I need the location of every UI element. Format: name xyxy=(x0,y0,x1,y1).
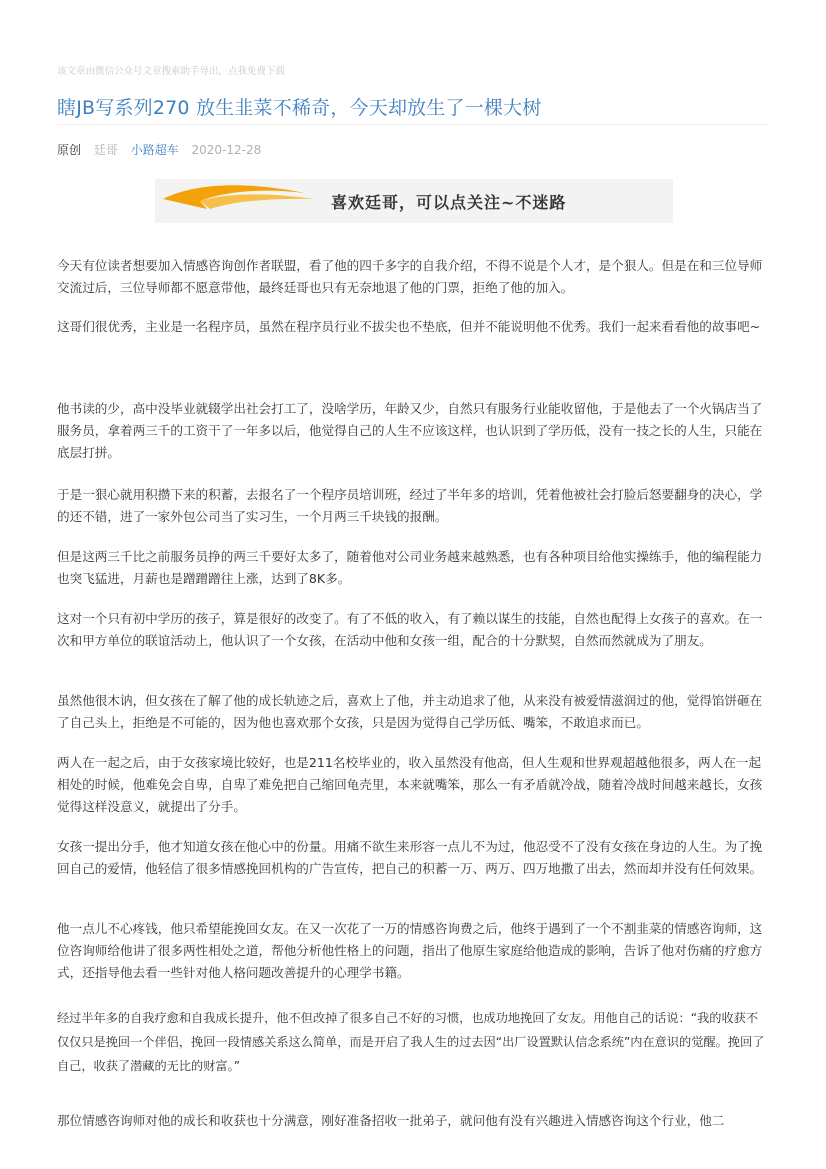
paragraph-11: 经过半年多的自我疗愈和自我成长提升，他不但改掉了很多自己不好的习惯，也成功地挽回了女友。用他自己的话说：“我的收获不仅仅只是挽回一个伴侣，挽回一段情感关系这么简单，而是开启了我人生的过去因“出厂设置默认信念系统”内在意识的觉醒。挽回了自己，收获了潜藏的无比的财富。” xyxy=(57,1011,765,1073)
paragraph-8: 两人在一起之后，由于女孩家境比较好，也是211名校毕业的，收入虽然没有他高，但人生观和世界观超越他很多，两人在一起相处的时候，他难免会自卑，自卑了难免把自己缩回龟壳里，本来就嘴笨，那么一有矛盾就冷战，随着冷战时间越来越长，女孩觉得这样没意义，就提出了分手。 xyxy=(57,755,763,814)
paragraph-3: 他书读的少，高中没毕业就辍学出社会打工了，没啥学历，年龄又少，自然只有服务行业能收留他，于是他去了一个火锅店当了服务员，拿着两三千的工资干了一年多以后，他觉得自己的人生不应该这样，也认识到了学历低，没有一技之长的人生，只能在底层打拼。 xyxy=(57,401,763,460)
title-divider xyxy=(57,124,769,125)
paragraph-12: 那位情感咨询师对他的成长和收获也十分满意，刚好准备招收一批弟子，就问他有没有兴趣进入情感咨询这个行业，他二 xyxy=(57,1113,725,1128)
banner-text: 喜欢廷哥，可以点关注~不迷路 xyxy=(331,193,567,212)
arrow-swoosh-icon xyxy=(155,179,335,223)
export-notice-link[interactable]: 该文章由微信公众号文章搜索助手导出，点我免费下载 xyxy=(57,66,286,77)
paragraph-9: 女孩一提出分手，他才知道女孩在他心中的份量。用痛不欲生来形容一点儿不为过，他忍受不了没有女孩在身边的人生。为了挽回自己的爱情，他轻信了很多情感挽回机构的广告宣传，把自己的积蓄一万、两万、四万地撒了出去，然而却并没有任何效果。 xyxy=(57,839,763,876)
paragraph-1: 今天有位读者想要加入情感咨询创作者联盟，看了他的四千多字的自我介绍，不得不说是个人才，是个狠人。但是在和三位导师交流过后，三位导师都不愿意带他，最终廷哥也只有无奈地退了他的门票，拒绝了他的加入。 xyxy=(57,258,763,295)
account-link[interactable]: 小路超车 xyxy=(130,143,179,157)
paragraph-5: 但是这两三千比之前服务员挣的两三千要好太多了，随着他对公司业务越来越熟悉，也有各种项目给他实操练手，他的编程能力也突飞猛进，月薪也是蹭蹭蹭往上涨，达到了8K多。 xyxy=(57,549,763,586)
paragraph-6: 这对一个只有初中学历的孩子，算是很好的改变了。有了不低的收入，有了赖以谋生的技能，自然也配得上女孩子的喜欢。在一次和甲方单位的联谊活动上，他认识了一个女孩，在活动中他和女孩一组，配合的十分默契，自然而然就成为了朋友。 xyxy=(57,611,763,648)
article-title: 瞎JB写系列270 放生韭菜不稀奇，今天却放生了一棵大树 xyxy=(57,97,542,119)
paragraph-7: 虽然他很木讷，但女孩在了解了他的成长轨迹之后，喜欢上了他，并主动追求了他，从来没有被爱情滋润过的他，觉得馅饼砸在了自己头上，拒绝是不可能的，因为他也喜欢那个女孩，只是因为觉得自己学历低、嘴笨，不敢追求而已。 xyxy=(57,693,763,730)
paragraph-10: 他一点儿不心疼钱，他只希望能挽回女友。在又一次花了一万的情感咨询费之后，他终于遇到了一个不割韭菜的情感咨询师，这位咨询师给他讲了很多两性相处之道，帮他分析他性格上的问题，指出了他原生家庭给他造成的影响，告诉了他对伤痛的疗愈方式，还指导他去看一些针对他人格问题改善提升的心理学书籍。 xyxy=(57,921,763,980)
follow-banner xyxy=(155,179,673,223)
publish-date: 2020-12-28 xyxy=(191,143,262,157)
paragraph-2: 这哥们很优秀，主业是一名程序员，虽然在程序员行业不拔尖也不垫底，但并不能说明他不优秀。我们一起来看看他的故事吧~ xyxy=(57,319,761,334)
paragraph-4: 于是一狠心就用积攒下来的积蓄，去报名了一个程序员培训班，经过了半年多的培训，凭着他被社会打脸后怒要翻身的决心，学的还不错，进了一家外包公司当了实习生，一个月两三千块钱的报酬。 xyxy=(57,487,763,524)
author-name: 廷哥 xyxy=(93,143,118,157)
article-meta xyxy=(57,141,270,158)
original-badge: 原创 xyxy=(57,143,82,157)
